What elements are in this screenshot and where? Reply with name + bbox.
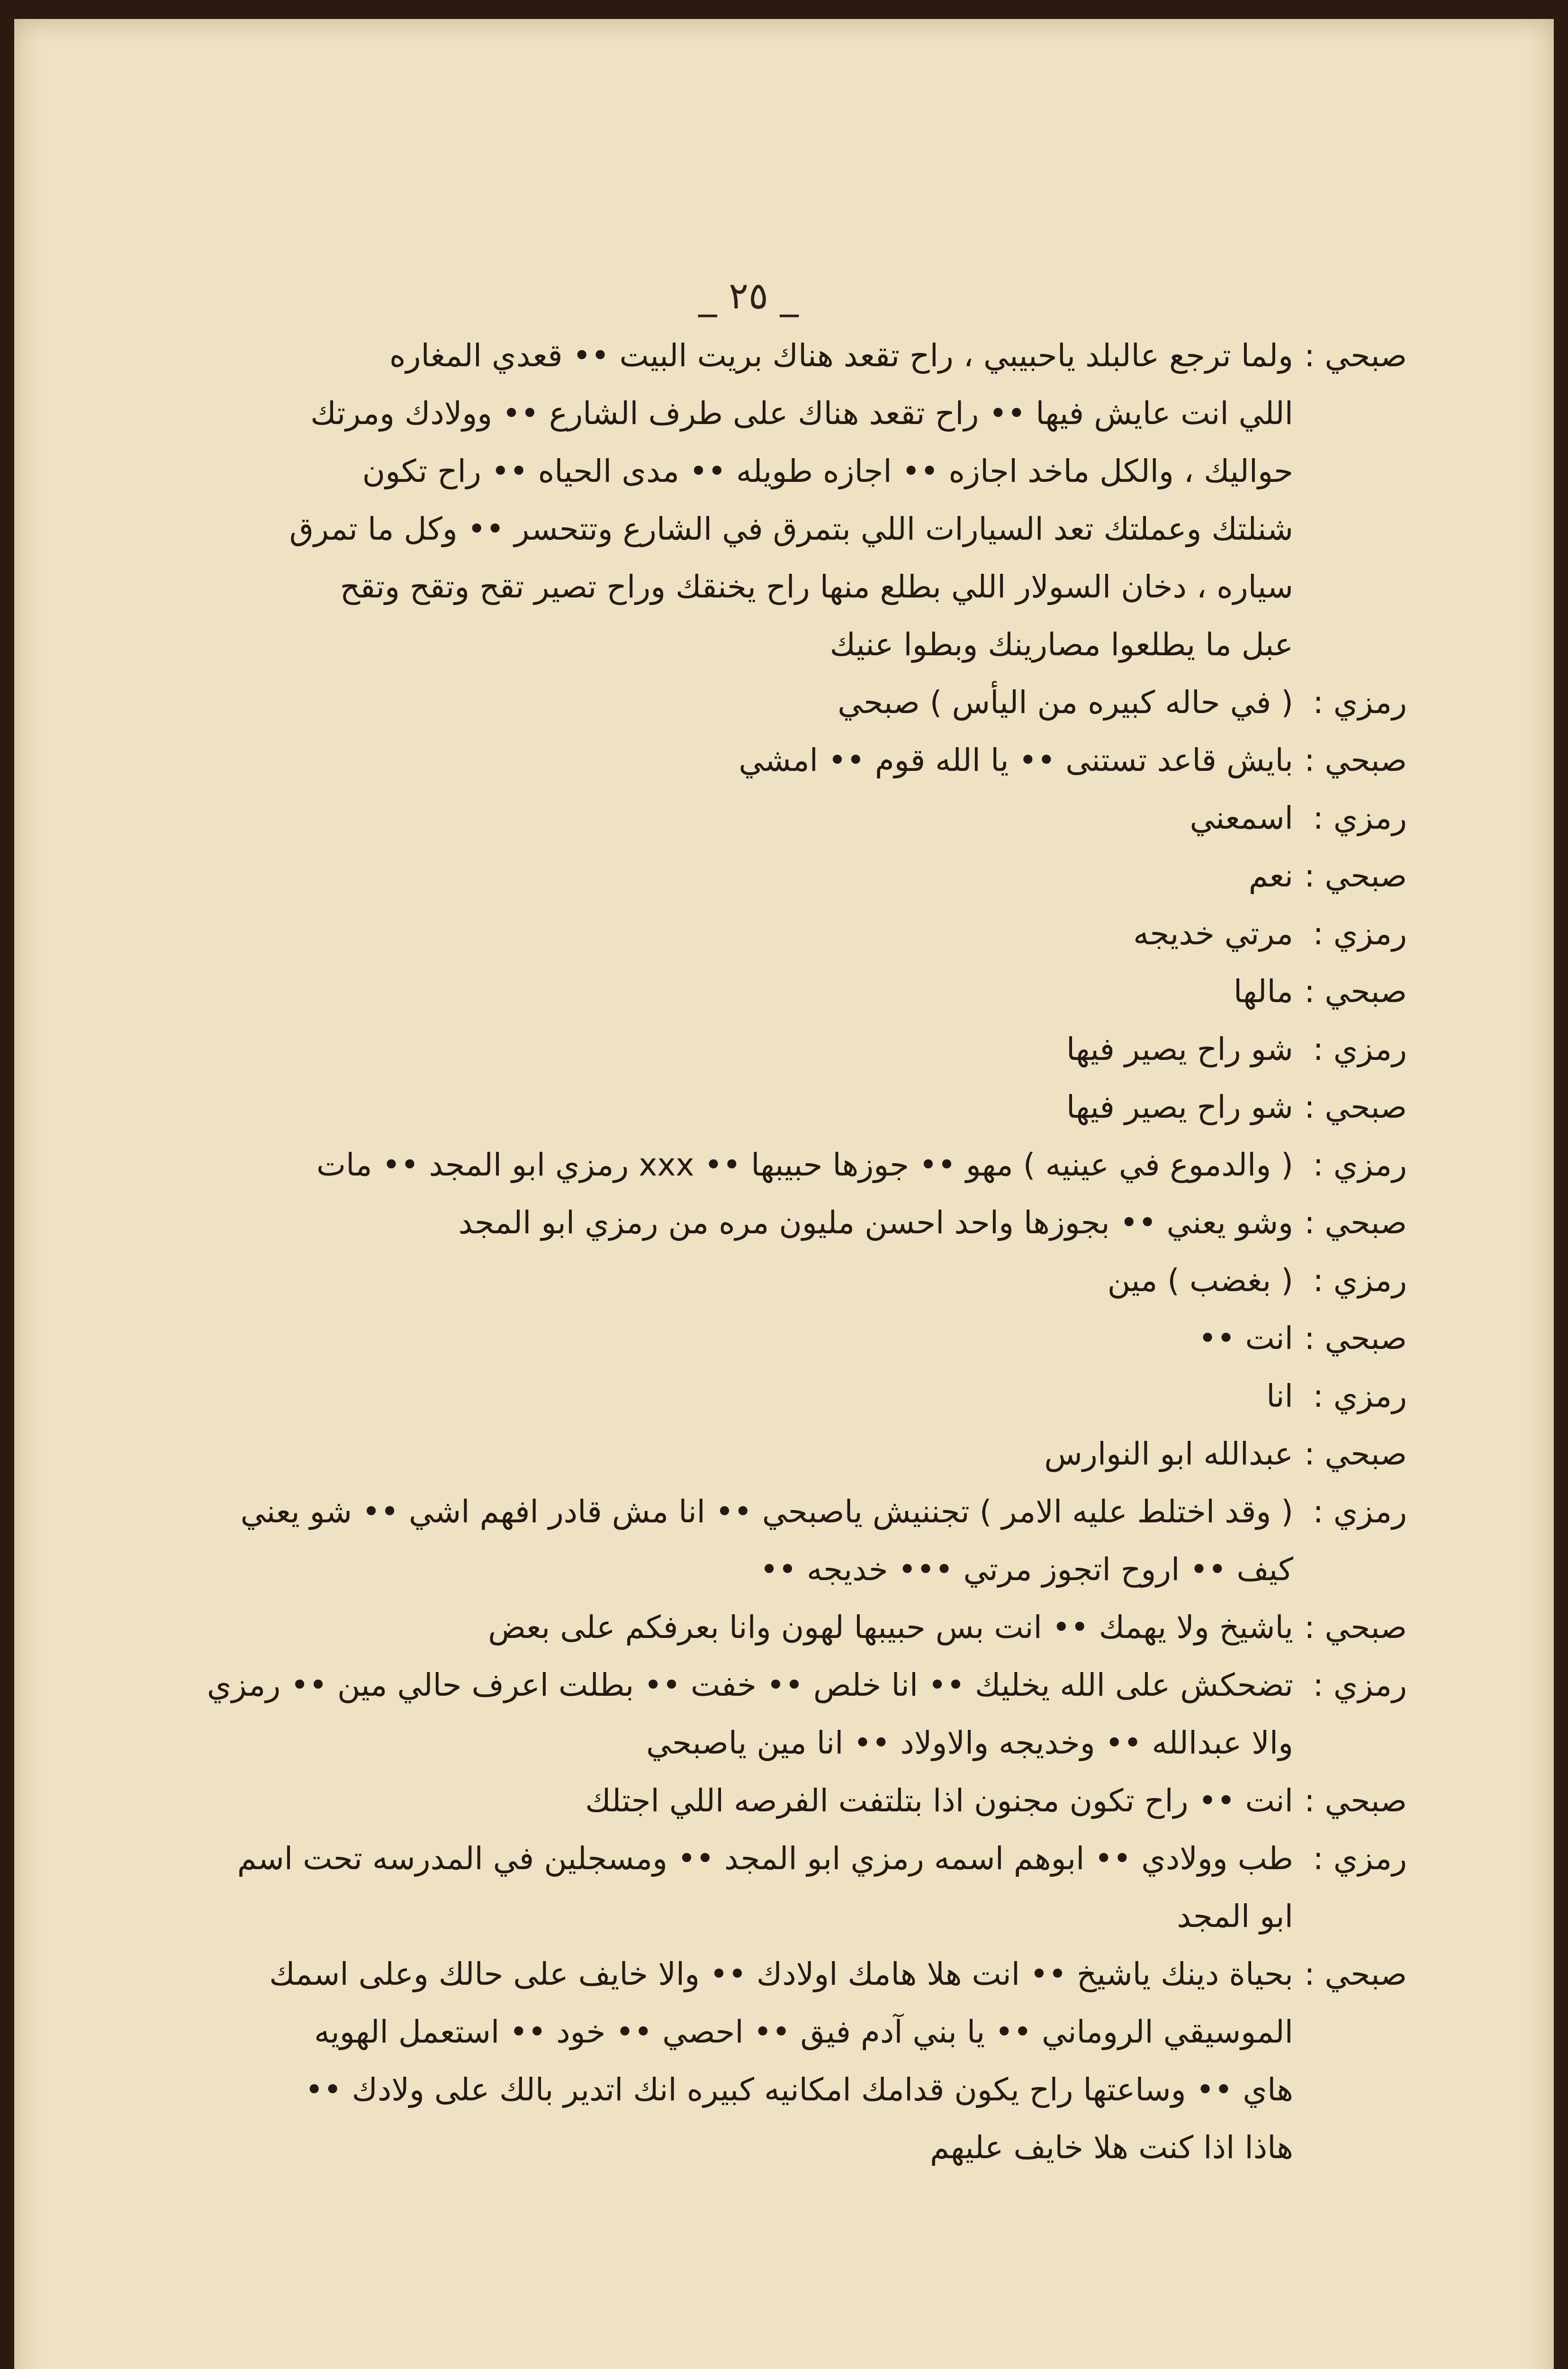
dialogue-line [99, 789, 1407, 847]
speaker-name: صبحي : [1304, 1782, 1407, 1819]
page-number: _ ٢٥ _ [698, 275, 799, 317]
speaker-name: رمزي : [1313, 1667, 1407, 1703]
dialogue-line [99, 1425, 1407, 1483]
dialogue-text: حواليك ، والكل ماخد اجازه •• اجازه طويله •• مدى الحياه •• راح تكون [362, 453, 1293, 489]
dialogue-text: ابو المجد [1177, 1898, 1293, 1935]
dialogue-text: ( وقد اختلط عليه الامر ) تجننيش ياصبحي •• انا مش قادر افهم اشي •• شو يعني [240, 1493, 1293, 1530]
dialogue-line [99, 1483, 1407, 1541]
dialogue-line [99, 1945, 1407, 2003]
dialogue-line [99, 2061, 1407, 2119]
dialogue-line [99, 1656, 1407, 1714]
speaker-name: صبحي : [1304, 1436, 1407, 1472]
dialogue-line [99, 1599, 1407, 1656]
dialogue-text: مرتي خديجه [1133, 915, 1293, 952]
speaker-name: رمزي : [1313, 1493, 1407, 1530]
dialogue-line [99, 732, 1407, 789]
script-text-block [99, 327, 1407, 2177]
dialogue-text: طب وولادي •• ابوهم اسمه رمزي ابو المجد •• ومسجلين في المدرسه تحت اسم [237, 1840, 1293, 1877]
dialogue-text: هاذا اذا كنت هلا خايف عليهم [929, 2129, 1293, 2166]
speaker-name: رمزي : [1313, 1262, 1407, 1299]
dialogue-line [99, 963, 1407, 1021]
manuscript-page [14, 19, 1554, 2369]
dialogue-line [99, 1078, 1407, 1136]
dialogue-text: عبدالله ابو النوارس [1044, 1436, 1293, 1472]
dialogue-line [99, 1714, 1407, 1772]
speaker-name: صبحي : [1304, 1956, 1407, 1992]
speaker-name: رمزي : [1313, 1147, 1407, 1183]
dialogue-line [99, 1136, 1407, 1194]
dialogue-line [99, 1830, 1407, 1888]
speaker-name: صبحي : [1304, 1609, 1407, 1646]
dialogue-text: شو راح يصير فيها [1066, 1089, 1293, 1125]
speaker-name: رمزي : [1313, 684, 1407, 721]
dialogue-line [99, 674, 1407, 732]
dialogue-line [99, 847, 1407, 905]
dialogue-text: شنلتك وعملتك تعد السيارات اللي بتمرق في الشارع وتتحسر •• وكل ما تمرق [289, 511, 1293, 547]
dialogue-line [99, 1021, 1407, 1078]
dialogue-line [99, 1310, 1407, 1367]
speaker-name: صبحي : [1304, 858, 1407, 894]
dialogue-text: ياشيخ ولا يهمك •• انت بس حبيبها لهون وانا بعرفكم على بعض [488, 1609, 1293, 1646]
speaker-name: صبحي : [1304, 1320, 1407, 1356]
speaker-name: رمزي : [1313, 1840, 1407, 1877]
dialogue-text: الموسيقي الروماني •• يا بني آدم فيق •• احصي •• خود •• استعمل الهويه [314, 2014, 1293, 2050]
speaker-name: صبحي : [1304, 973, 1407, 1010]
dialogue-line [99, 1367, 1407, 1425]
speaker-name: صبحي : [1304, 1204, 1407, 1241]
dialogue-line [99, 1888, 1407, 1945]
dialogue-text: هاي •• وساعتها راح يكون قدامك امكانيه كبيره انك اتدير بالك على ولادك •• [305, 2071, 1293, 2108]
speaker-name: صبحي : [1304, 337, 1407, 374]
dialogue-text: ( بغضب ) مين [1107, 1262, 1293, 1299]
speaker-name: صبحي : [1304, 742, 1407, 778]
speaker-name: صبحي : [1304, 1089, 1407, 1125]
speaker-name: رمزي : [1313, 1031, 1407, 1067]
dialogue-line [99, 1772, 1407, 1830]
dialogue-line [99, 1541, 1407, 1599]
dialogue-text: بايش قاعد تستنى •• يا الله قوم •• امشي [739, 742, 1293, 778]
dialogue-line [99, 1194, 1407, 1252]
dialogue-text: بحياة دينك ياشيخ •• انت هلا هامك اولادك •• والا خايف على حالك وعلى اسمك [269, 1956, 1293, 1992]
dialogue-text: سياره ، دخان السولار اللي بطلع منها راح يخنقك وراح تصير تقح وتقح وتقح [340, 569, 1293, 605]
dialogue-line [99, 500, 1407, 558]
dialogue-text: عبل ما يطلعوا مصارينك وبطوا عنيك [829, 626, 1293, 663]
dialogue-text: تضحكش على الله يخليك •• انا خلص •• خفت •• بطلت اعرف حالي مين •• رمزي [207, 1667, 1293, 1703]
dialogue-line [99, 905, 1407, 963]
dialogue-text: ولما ترجع عالبلد ياحبيبي ، راح تقعد هناك بريت البيت •• قعدي المغاره [389, 337, 1293, 374]
dialogue-line [99, 616, 1407, 674]
dialogue-line [99, 558, 1407, 616]
dialogue-text: ( في حاله كبيره من اليأس ) صبحي [838, 684, 1293, 721]
dialogue-line [99, 2119, 1407, 2177]
speaker-name: رمزي : [1313, 915, 1407, 952]
dialogue-text: انت •• راح تكون مجنون اذا بتلتفت الفرصه اللي اجتلك [585, 1782, 1293, 1819]
dialogue-text: ( والدموع في عينيه ) مهو •• جوزها حبيبها •• xxx رمزي ابو المجد •• مات [316, 1147, 1293, 1183]
dialogue-line [99, 327, 1407, 385]
dialogue-text: اسمعني [1190, 800, 1293, 836]
dialogue-line [99, 385, 1407, 443]
speaker-name: رمزي : [1313, 800, 1407, 836]
dialogue-text: انا [1266, 1378, 1293, 1414]
dialogue-text: اللي انت عايش فيها •• راح تقعد هناك على طرف الشارع •• وولادك ومرتك [310, 395, 1293, 432]
dialogue-line [99, 2003, 1407, 2061]
dialogue-text: انت •• [1198, 1320, 1293, 1356]
dialogue-line [99, 443, 1407, 500]
dialogue-line [99, 1252, 1407, 1310]
dialogue-text: وشو يعني •• بجوزها واحد احسن مليون مره من رمزي ابو المجد [458, 1204, 1293, 1241]
speaker-name: رمزي : [1313, 1378, 1407, 1414]
dialogue-text: مالها [1233, 973, 1293, 1010]
dialogue-text: نعم [1248, 858, 1293, 894]
dialogue-text: كيف •• اروح اتجوز مرتي ••• خديجه •• [760, 1551, 1293, 1588]
dialogue-text: شو راح يصير فيها [1066, 1031, 1293, 1067]
dialogue-text: والا عبدالله •• وخديجه والاولاد •• انا مين ياصبحي [646, 1725, 1293, 1761]
